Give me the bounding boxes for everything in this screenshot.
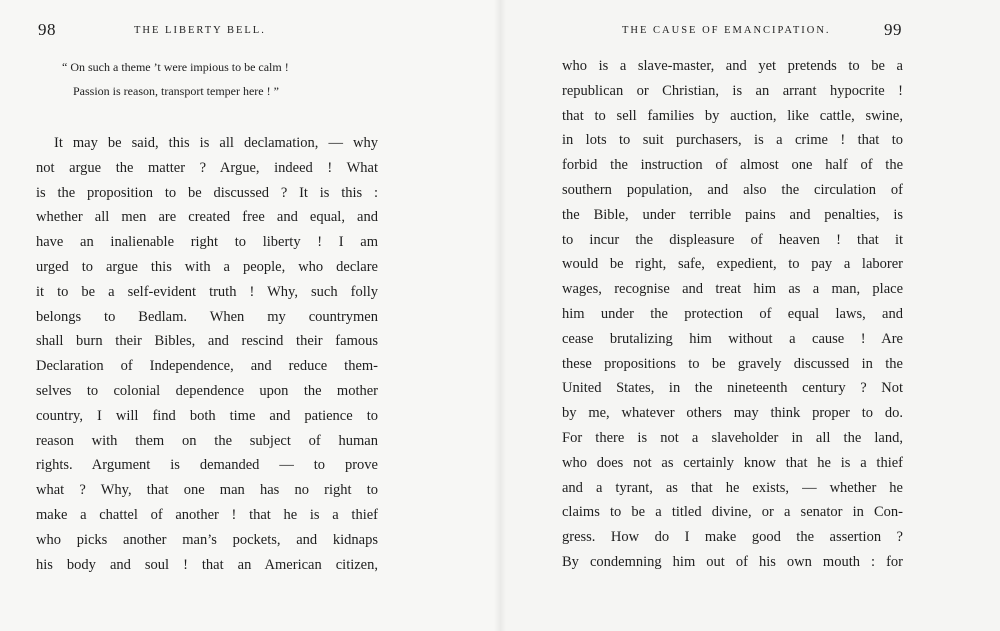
text-line: forbid the instruction of almost one half of the <box>562 157 903 174</box>
text-line: By condemning him out of his own mouth : for <box>562 553 903 570</box>
running-head: THE LIBERTY BELL. <box>134 25 266 36</box>
text-line: it to be a self-evident truth ! Why, such folly <box>36 283 378 300</box>
text-line: country, I will find both time and patience to <box>36 407 378 424</box>
text-line: him under the protection of equal laws, and <box>562 305 903 322</box>
body-text <box>562 54 903 575</box>
text-line: these propositions to be gravely discussed in the <box>562 355 903 372</box>
text-line: that to sell families by auction, like cattle, swine, <box>562 107 903 124</box>
page-number: 98 <box>38 20 56 39</box>
text-line: make a chattel of another ! that he is a thief <box>36 506 378 523</box>
text-line: urged to argue this with a people, who declare <box>36 258 378 275</box>
epigraph-line: “ On such a theme ’t were impious to be calm ! <box>62 60 289 74</box>
text-line: who is a slave-master, and yet pretends to be a <box>562 58 903 74</box>
text-line: by me, whatever others may think proper to do. <box>562 405 903 422</box>
text-line: For there is not a slaveholder in all the land, <box>562 429 903 446</box>
text-line: not argue the matter ? Argue, indeed ! What <box>36 159 378 176</box>
text-line: to incur the displeasure of heaven ! that it <box>562 231 903 248</box>
text-line: It may be said, this is all declamation, — why <box>54 135 378 151</box>
text-line: cease brutalizing him without a cause ! Are <box>562 330 903 347</box>
running-head: THE CAUSE OF EMANCIPATION. <box>622 25 831 36</box>
epigraph-line: Passion is reason, transport temper here ! ” <box>73 84 279 98</box>
page-number: 99 <box>884 20 902 39</box>
text-line: southern population, and also the circulation of <box>562 181 903 198</box>
text-line: what ? Why, that one man has no right to <box>36 482 378 499</box>
text-line: claims to be a titled divine, or a senator in Con- <box>562 504 903 521</box>
text-line: United States, in the nineteenth century ? Not <box>562 380 903 397</box>
text-line: whether all men are created free and equal, and <box>36 209 378 226</box>
text-line: who picks another man’s pockets, and kidnaps <box>36 531 378 548</box>
text-line: reason with them on the subject of human <box>36 432 378 449</box>
text-line: rights. Argument is demanded — to prove <box>36 457 378 474</box>
text-line: in lots to suit purchasers, is a crime ! that to <box>562 132 903 149</box>
text-line: would be right, safe, expedient, to pay a laborer <box>562 256 903 273</box>
text-line: who does not as certainly know that he is a thief <box>562 454 903 471</box>
text-line: belongs to Bedlam. When my countrymen <box>36 308 378 325</box>
body-text <box>36 131 378 577</box>
text-line: selves to colonial dependence upon the mother <box>36 382 378 399</box>
text-line: is the proposition to be discussed ? It is this : <box>36 184 378 201</box>
book-gutter <box>494 0 506 631</box>
text-line: shall burn their Bibles, and rescind their famous <box>36 333 378 350</box>
text-line: his body and soul ! that an American citizen, <box>36 556 378 573</box>
right-page <box>500 0 1000 631</box>
text-line: have an inalienable right to liberty ! I am <box>36 234 378 251</box>
epigraph <box>62 55 289 103</box>
text-line: Declaration of Independence, and reduce them- <box>36 358 378 375</box>
text-line: republican or Christian, is an arrant hypocrite ! <box>562 82 903 99</box>
text-line: wages, recognise and treat him as a man, place <box>562 281 903 298</box>
text-line: and a tyrant, as that he exists, — whether he <box>562 479 903 496</box>
text-line: the Bible, under terrible pains and penalties, is <box>562 206 903 223</box>
text-line: gress. How do I make good the assertion ? <box>562 529 903 546</box>
